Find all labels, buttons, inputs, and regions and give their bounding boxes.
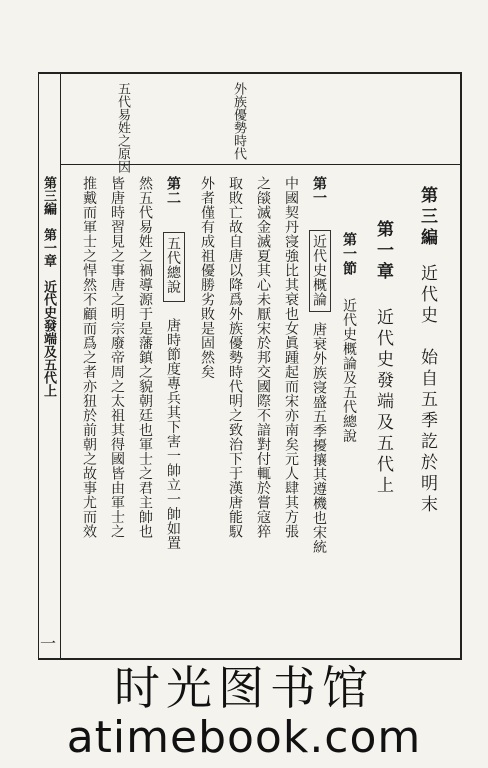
subsection-1-line-3: 之燄滅金滅夏其心未厭宋於邦交國際不諳對付輒於嘗寇猝 — [255, 176, 271, 539]
top-rule — [38, 72, 462, 74]
top-note-five-dynasties-cause: 五代易姓之原因 — [115, 82, 130, 173]
subsection-2-label: 第二 — [165, 176, 181, 205]
part-heading: 第三編 — [417, 186, 437, 249]
subsection-1-line-5: 外者僅有成祖優勝劣敗是固然矣 — [199, 176, 215, 379]
left-border — [60, 72, 61, 660]
section-subtitle: 近代史概論及五代總說 — [341, 298, 357, 443]
watermark-brand: 时光图书馆 — [114, 661, 374, 715]
page-number: 一 — [40, 634, 57, 653]
right-border — [460, 72, 462, 660]
watermark-url: atimebook.com — [66, 712, 422, 763]
subsection-2-line-4: 推戴而軍士之悍然不顧而爲之者亦狃於前朝之故事尤而效 — [81, 176, 97, 539]
top-note-foreign-ascendancy: 外族優勢時代 — [231, 82, 246, 160]
running-header: 第三編 第一章 近代史發端及五代上 — [41, 176, 56, 397]
subsection-2-line-2: 然五代易姓之禍導源于是藩鎮之貌朝廷也軍士之君主帥也 — [137, 176, 153, 539]
chapter-heading: 第一章 — [373, 220, 393, 283]
section-heading: 第一節 — [341, 232, 357, 276]
subsection-1-line-1: 唐衰外族寖盛五季擾攘其遵機也宋統 — [311, 322, 327, 554]
subsection-1-label: 第一 — [311, 176, 327, 205]
chapter-subtitle: 近代史發端及五代上 — [373, 308, 393, 497]
subsection-1-title: 近代史概論 — [311, 234, 327, 307]
outer-margin-line — [38, 72, 39, 660]
subsection-1-line-2: 中國契丹寖強比其衰也女眞踵起而宋亦南矣元人肆其方張 — [283, 176, 299, 539]
subsection-2-line-3: 皆唐時習見之事唐之明宗廢帝周之太祖其得國皆由軍士之 — [109, 176, 125, 539]
subsection-2-line-1: 唐時節度專兵其下害一帥立一帥如置 — [165, 318, 181, 550]
part-subtitle: 近代史 始自五季訖於明末 — [417, 264, 437, 516]
subsection-1-line-4: 取敗亡故自唐以降爲外族優勢時代明之致治下于漢唐能馭 — [227, 176, 243, 539]
subsection-2-title: 五代總說 — [165, 236, 181, 294]
